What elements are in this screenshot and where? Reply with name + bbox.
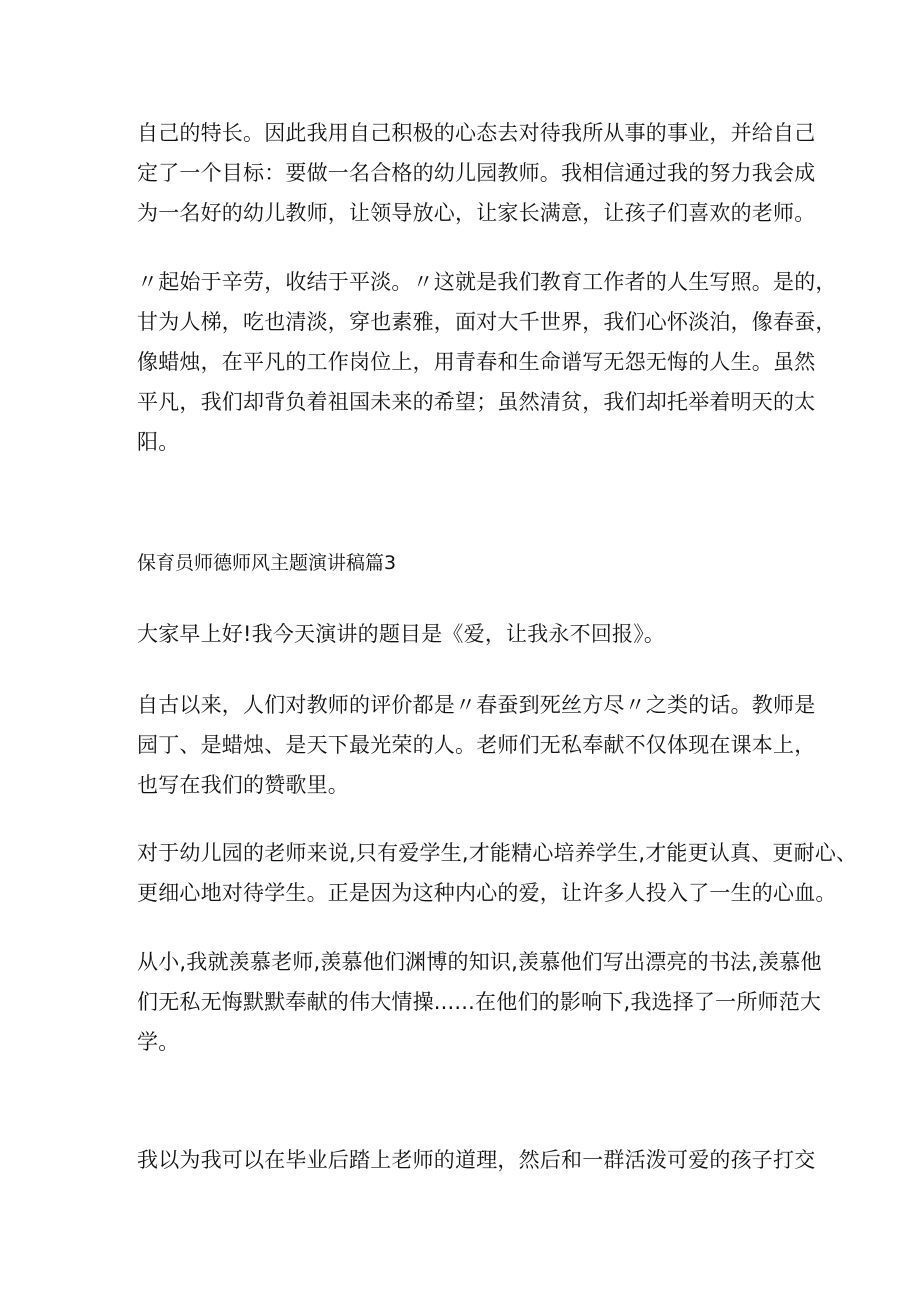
- text-line: 阳。: [137, 430, 180, 454]
- text-line: 自己的特长。因此我用自己积极的心态去对待我所从事的事业，并给自己: [137, 121, 816, 145]
- text-line: 们无私无悔默默奉献的伟大情操......在他们的影响下,我选择了一所师范大: [137, 990, 822, 1014]
- text-line: 从小,我就羡慕老师,羡慕他们渊博的知识,羡慕他们写出漂亮的书法,羡慕他: [137, 950, 822, 974]
- paragraph-2: [137, 262, 837, 462]
- text-line: 学。: [137, 1030, 180, 1054]
- text-line: 更细心地对待学生。正是因为这种内心的爱，让许多人投入了一生的心血。: [137, 881, 837, 905]
- paragraph-5: [137, 942, 822, 1062]
- paragraph-greeting: [137, 614, 797, 654]
- text-line: 为一名好的幼儿教师，让领导放心，让家长满意，让孩子们喜欢的老师。: [137, 201, 816, 225]
- paragraph-1: [137, 113, 816, 233]
- text-line: 对于幼儿园的老师来说,只有爱学生,才能精心培养学生,才能更认真、更耐心、: [137, 841, 858, 865]
- text-line: 也写在我们的赞歌里。: [137, 773, 349, 797]
- paragraph-3: [137, 685, 816, 805]
- text-line: 自古以来，人们对教师的评价都是〃春蚕到死丝方尽〃之类的话。教师是: [137, 693, 816, 717]
- paragraph-6: [137, 1140, 816, 1180]
- paragraph-4: [137, 833, 858, 913]
- text-line: 像蜡烛，在平凡的工作岗位上，用青春和生命谱写无怨无悔的人生。虽然: [137, 350, 816, 374]
- text-line: 园丁、是蜡烛、是天下最光荣的人。老师们无私奉献不仅体现在课本上，: [137, 733, 816, 757]
- text-line: 定了一个目标：要做一名合格的幼儿园教师。我相信通过我的努力我会成: [137, 161, 816, 185]
- text-line: 平凡，我们却背负着祖国未来的希望；虽然清贫，我们却托举着明天的太: [137, 390, 816, 414]
- text-line: 甘为人梯，吃也清淡，穿也素雅，面对大千世界，我们心怀淡泊，像春蚕，: [137, 310, 837, 334]
- text-line: 我以为我可以在毕业后踏上老师的道理，然后和一群活泼可爱的孩子打交: [137, 1148, 816, 1172]
- text-line: 大家早上好!我今天演讲的题目是《爱，让我永不回报》。: [137, 622, 666, 646]
- section-heading: 保育员师德师风主题演讲稿篇3: [137, 552, 397, 574]
- text-line: 〃起始于辛劳，收结于平淡。〃这就是我们教育工作者的人生写照。是的，: [137, 270, 837, 294]
